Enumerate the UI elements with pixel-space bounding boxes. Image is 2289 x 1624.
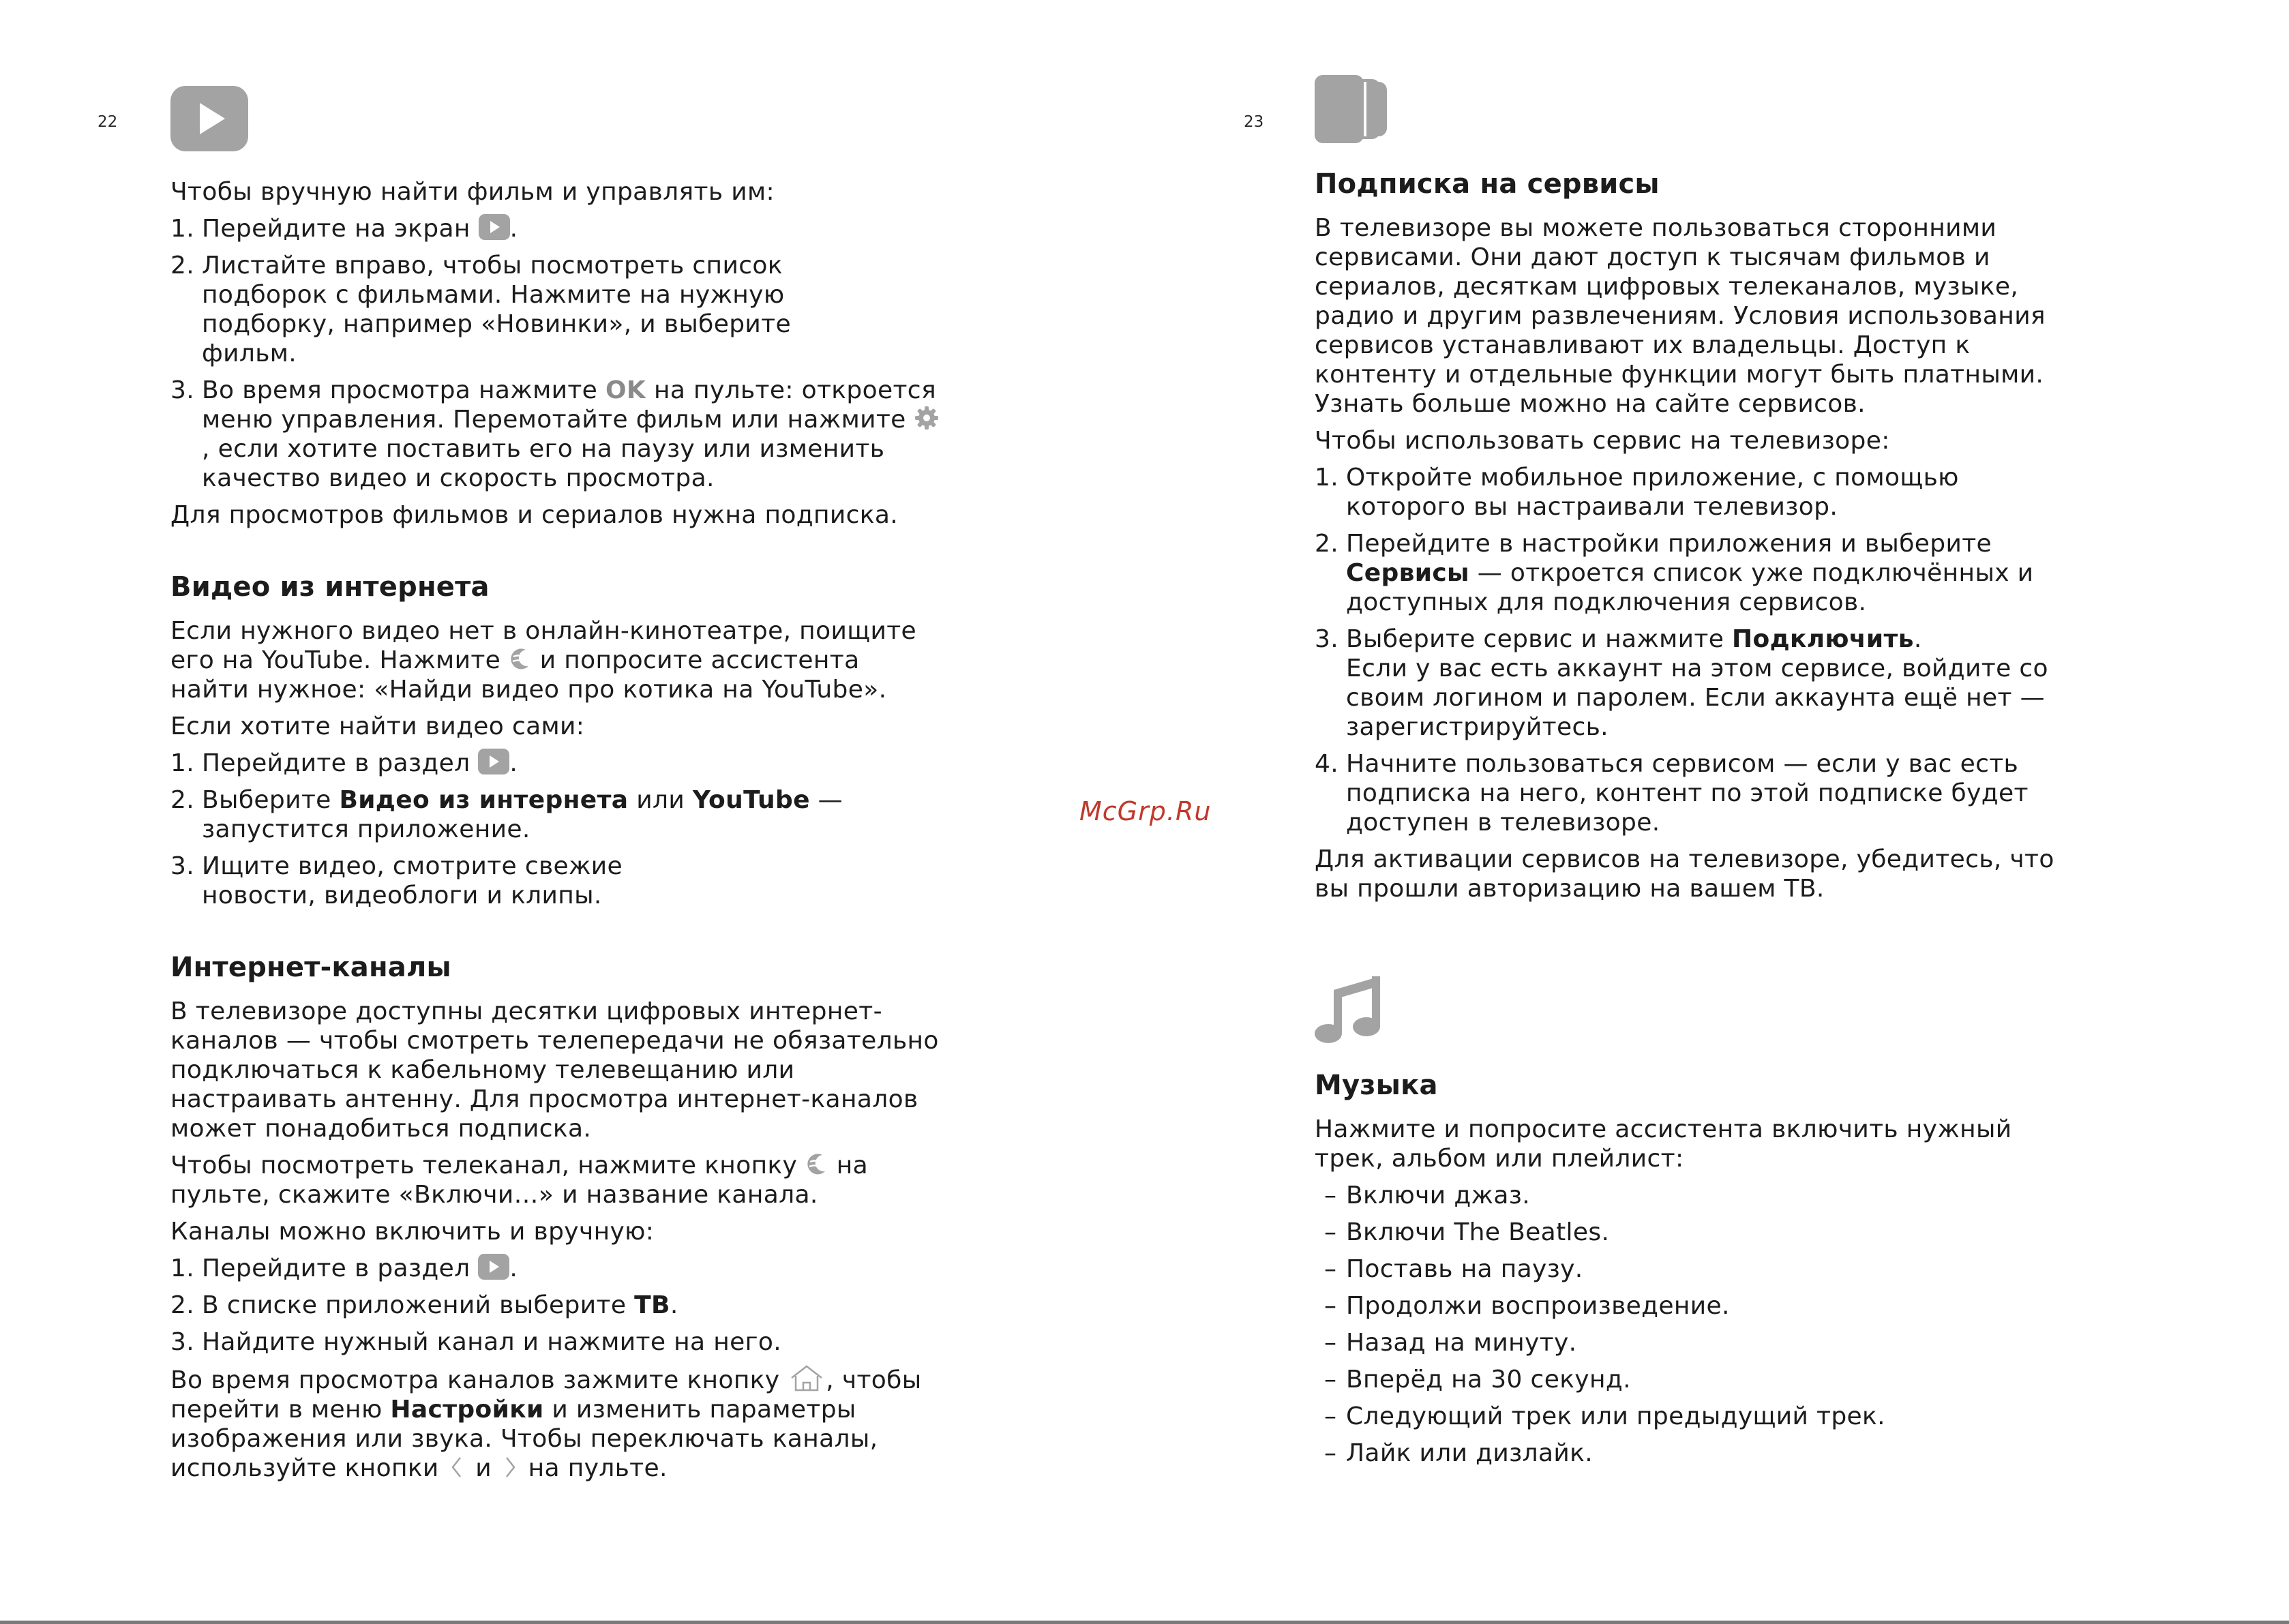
chevron-left-icon <box>447 1455 467 1479</box>
list-item: 3. Найдите нужный канал и нажмите на него. <box>170 1328 782 1356</box>
play-icon <box>478 1254 509 1280</box>
play-icon <box>170 86 941 158</box>
gear-icon <box>914 405 940 431</box>
channels-paragraph-3: Каналы можно включить и вручную: <box>170 1218 655 1246</box>
list-item: 3. Во время просмотра нажмите OK на пульте: откроется меню управления. Перемотайте фильм или нажмите , если хотите поставить его на паузу или изменить качество видео и скорость просмотра. <box>170 376 941 493</box>
list-item: 2. Перейдите в настройки приложения и выберите Сервисы — откроется список уже подключённых и доступных для подключения сервисов. <box>1315 530 2034 616</box>
list-item: – Поставь на паузу. <box>1324 1255 1583 1283</box>
music-heading: Музыка <box>1315 1070 1438 1101</box>
subscriptions-paragraph: В телевизоре вы можете пользоваться сторонними сервисами. Они дают доступ к тысячам фильмов и сериалов, десяткам цифровых телеканалов, музыке, радио и другим развлечениям. Условия использования сервисов устанавливают их владельцы. Доступ к контенту и отдельные функции могут быть платными. Узнать больше можно на сайте сервисов. <box>1315 214 2046 418</box>
video-paragraph: Если нужного видео нет в онлайн-кинотеатре, поищите его на YouTube. Нажмите и попросите ассистента найти нужное: «Найди видео про котика на YouTube». <box>170 617 917 704</box>
channels-paragraph-4: Во время просмотра каналов зажмите кнопку , чтобы перейти в меню Настройки и изменить параметры изображения или звука. Чтобы переключать каналы, используйте кнопки и на пульте. <box>170 1364 941 1483</box>
list-item: 1. Перейдите в раздел . <box>170 1254 518 1282</box>
video-steps <box>170 749 941 910</box>
play-icon <box>478 749 509 775</box>
channels-steps <box>170 1254 941 1357</box>
music-note-icon <box>1315 974 2085 1051</box>
list-item: – Лайк или дизлайк. <box>1324 1439 1593 1467</box>
page-number-right: 23 <box>1244 113 1264 131</box>
right-column <box>1315 0 2085 1475</box>
list-item: 4. Начните пользоваться сервисом — если у вас есть подписка на него, контент по этой подписке будет доступен в телевизоре. <box>1315 750 2029 837</box>
list-item: 2. Листайте вправо, чтобы посмотреть список подборок с фильмами. Нажмите на нужную подборку, например «Новинки», и выберите фильм. <box>170 252 791 367</box>
list-item: 3. Выберите сервис и нажмите Подключить. Если у вас есть аккаунт на этом сервисе, войдите со своим логином и паролем. Если аккаунта ещё нет — зарегистрируйтесь. <box>1315 625 2048 741</box>
list-item: 3. Ищите видео, смотрите свежие новости, видеоблоги и клипы. <box>170 852 623 909</box>
subscription-note: Для просмотров фильмов и сериалов нужна подписка. <box>170 501 899 529</box>
list-item: 1. Откройте мобильное приложение, с помощью которого вы настраивали телевизор. <box>1315 464 1959 521</box>
intro-text: Чтобы вручную найти фильм и управлять им: <box>170 178 775 206</box>
page-number-left: 22 <box>98 113 118 131</box>
music-commands-list <box>1315 1181 2085 1468</box>
list-item: 2. В списке приложений выберите ТВ. <box>170 1291 678 1319</box>
music-intro: Нажмите и попросите ассистента включить нужный трек, альбом или плейлист: <box>1315 1115 2012 1173</box>
video-section-heading: Видео из интернета <box>170 571 490 603</box>
stacked-cards-icon <box>1315 75 2085 150</box>
channels-paragraph-2: Чтобы посмотреть телеканал, нажмите кнопку на пульте, скажите «Включи…» и название канала. <box>170 1152 869 1209</box>
list-item: 2. Выберите Видео из интернета или YouTube — запустится приложение. <box>170 786 843 843</box>
chevron-right-icon <box>500 1455 520 1479</box>
list-item: – Включи джаз. <box>1324 1182 1531 1209</box>
channels-paragraph: В телевизоре доступны десятки цифровых интернет-каналов — чтобы смотреть телепередачи не обязательно подключаться к кабельному телевещанию или настраивать антенну. Для просмотра интернет-каналов может понадобиться подписка. <box>170 997 939 1143</box>
watermark: McGrp.Ru <box>1079 796 1212 826</box>
list-item: – Вперёд на 30 секунд. <box>1324 1366 1631 1394</box>
list-item: – Включи The Beatles. <box>1324 1218 1610 1246</box>
video-paragraph-2: Если хотите найти видео сами: <box>170 712 585 740</box>
left-column <box>170 0 941 1490</box>
film-steps <box>170 214 941 493</box>
subscriptions-steps <box>1315 463 2085 837</box>
play-icon <box>479 214 510 240</box>
list-item: – Назад на минуту. <box>1324 1329 1577 1357</box>
subscriptions-paragraph-2: Чтобы использовать сервис на телевизоре: <box>1315 427 1890 455</box>
list-item: – Следующий трек или предыдущий трек. <box>1324 1402 1885 1430</box>
home-icon <box>788 1364 826 1392</box>
channels-section-heading: Интернет-каналы <box>170 952 451 983</box>
subscriptions-heading: Подписка на сервисы <box>1315 168 1660 200</box>
assistant-icon <box>805 1152 828 1177</box>
list-item: 1. Перейдите в раздел . <box>170 749 518 777</box>
list-item: 1. Перейдите на экран . <box>170 215 518 243</box>
page-bottom-border <box>0 1621 2289 1624</box>
subscriptions-note: Для активации сервисов на телевизоре, убедитесь, что вы прошли авторизацию на вашем ТВ. <box>1315 845 2054 903</box>
assistant-icon <box>509 647 532 672</box>
list-item: – Продолжи воспроизведение. <box>1324 1292 1730 1320</box>
